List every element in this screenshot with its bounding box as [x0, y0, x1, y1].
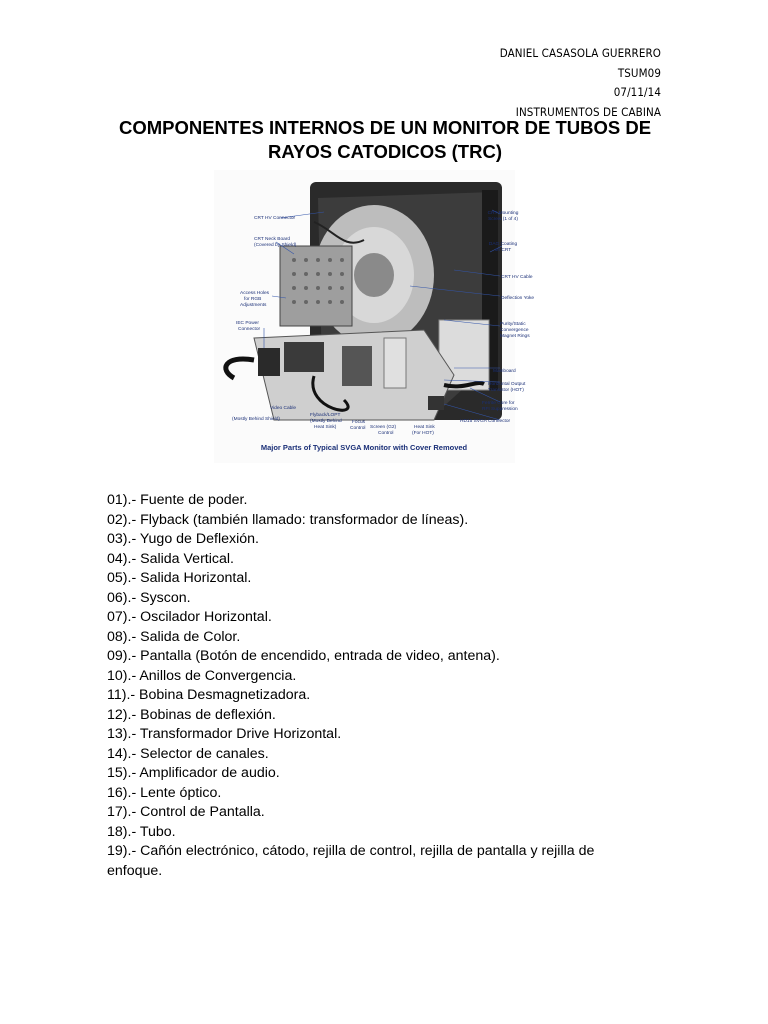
- list-item: 15).- Amplificador de audio.: [107, 765, 280, 781]
- list-item: 10).- Anillos de Convergencia.: [107, 667, 297, 684]
- label-heatsink-1: Heat Sink: [414, 425, 435, 430]
- iec-power-socket: [258, 348, 280, 376]
- power-cable: [226, 359, 254, 378]
- list-item: 19).- Cañón electrónico, cátodo, rejilla de control, rejilla de pantalla y rejilla de enfoque.: [107, 843, 595, 879]
- label-focus-1: Focus: [352, 420, 366, 425]
- label-dag-coating-1: DAG Coating: [488, 242, 518, 247]
- list-item: 08).- Salida de Color.: [107, 628, 241, 645]
- title-line-2: RAYOS CATODICOS (TRC): [267, 141, 502, 162]
- component-list: [107, 491, 647, 881]
- list-item: 05).- Salida Horizontal.: [107, 570, 252, 586]
- list-item: 13).- Transformador Drive Horizontal.: [107, 726, 342, 742]
- list-item: 09).- Pantalla (Botón de encendido, entrada de video, antena).: [107, 648, 500, 664]
- label-crt-neck-board-1: CRT Neck Board: [254, 237, 291, 242]
- list-item: 17).- Control de Pantalla.: [107, 804, 265, 820]
- list-item: 01).- Fuente de poder.: [107, 492, 248, 508]
- label-screen-2: Control: [378, 431, 394, 436]
- label-video-cable: Video Cable: [270, 406, 297, 411]
- label-access-holes-2: for RGB: [244, 297, 262, 302]
- label-iec-power-1: IEC Power: [236, 321, 259, 326]
- subject-name: INSTRUMENTOS DE CABINA: [515, 104, 661, 119]
- label-iec-power-2: Connector: [238, 327, 261, 332]
- heat-sink-block: [342, 346, 372, 386]
- list-item: 16).- Lente óptico.: [107, 784, 222, 801]
- mainboard-part: [384, 338, 406, 388]
- list-item: 07).- Oscilador Horizontal.: [107, 609, 272, 625]
- label-purity-3: Magnet Rings: [500, 334, 530, 339]
- list-item: 04).- Salida Vertical.: [107, 550, 234, 567]
- label-focus-2: Control: [350, 426, 366, 431]
- label-crt-hv-cable: CRT HV Cable: [501, 275, 533, 280]
- figure-caption: Major Parts of Typical SVGA Monitor with Cover Removed: [260, 443, 468, 452]
- label-screen-1: Screen (G2): [370, 425, 397, 430]
- list-item: 03).- Yugo de Deflexión.: [107, 531, 259, 547]
- label-hot-1: Horizontal Output: [488, 382, 526, 387]
- label-crt-mounting-2: Screw (1 of 4): [488, 217, 518, 222]
- label-access-holes-3: Adjustments: [240, 303, 267, 308]
- label-mainboard: Mainboard: [493, 369, 516, 374]
- author-name: DANIEL CASASOLA GUERRERO: [499, 46, 661, 60]
- label-dag-coating-2: on CRT: [494, 248, 512, 253]
- list-item: 11).- Bobina Desmagnetizadora.: [107, 687, 311, 703]
- monitor-photo: [214, 170, 535, 463]
- document-title: [100, 116, 670, 164]
- list-item: 14).- Selector de canales.: [107, 745, 269, 762]
- group-code: TSUM09: [617, 65, 661, 80]
- label-flyback-2: (Mostly Behind: [310, 419, 342, 424]
- crt-neck: [354, 253, 394, 297]
- label-flyback-3: Heat Sink): [314, 425, 337, 430]
- list-item: 02).- Flyback (también llamado: transformador de líneas).: [107, 511, 469, 528]
- author-header: [500, 44, 661, 122]
- label-crt-mounting-1: CRT Mounting: [487, 211, 519, 216]
- label-purity-1: Purity/Static: [500, 322, 526, 327]
- document-date: 07/11/14: [613, 85, 661, 99]
- label-hot-2: Transistor (HOT): [488, 388, 524, 393]
- hd15-connector-shape: [428, 396, 444, 410]
- label-ferrite-1: Ferrite Core for: [482, 401, 515, 406]
- label-deflection-yoke: Deflection Yoke: [501, 296, 535, 301]
- flyback-block: [284, 342, 324, 372]
- label-ferrite-2: RFI Suppression: [482, 407, 518, 412]
- neck-board-shield: [280, 246, 352, 326]
- label-flyback-1: Flyback/LOPT: [310, 413, 341, 418]
- label-access-holes-1: Access Holes: [240, 291, 270, 296]
- label-crt-neck-board-2: (Covered by Shield): [254, 243, 297, 248]
- list-item: 18).- Tubo.: [107, 823, 176, 840]
- label-mostly-behind: (Mostly Behind Shield): [232, 417, 280, 422]
- label-purity-2: Convergence: [500, 328, 529, 333]
- label-hd15: HD15 SVGA Connector: [460, 419, 511, 424]
- monitor-figure: [214, 170, 535, 463]
- label-crt-hv-connector: CRT HV Connector: [254, 216, 296, 221]
- list-item: 06).- Syscon.: [107, 589, 191, 606]
- list-item: 12).- Bobinas de deflexión.: [107, 706, 276, 723]
- title-line-1: COMPONENTES INTERNOS DE UN MONITOR DE TUBOS DE: [118, 117, 652, 138]
- label-heatsink-2: (For HOT): [412, 431, 434, 436]
